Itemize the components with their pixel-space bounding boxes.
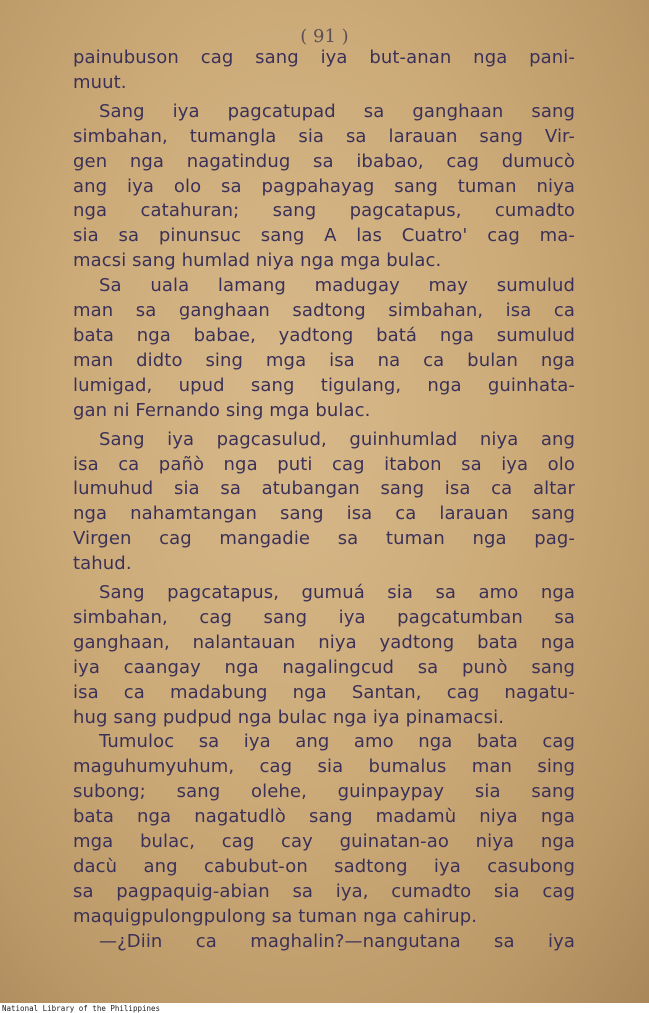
text-line: subong; sang olehe, guinpaypay sia sang	[73, 781, 575, 803]
paragraph	[73, 274, 575, 423]
text-line: hug sang pudpud nga bulac nga iya pinamacsi.	[73, 706, 505, 728]
text-line: man didto sing mga isa na ca bulan nga	[73, 349, 575, 371]
text-line: Sang pagcatapus, gumuá sia sa amo nga	[99, 582, 575, 604]
text-line: Sang iya pagcatupad sa ganghaan sang	[99, 100, 575, 122]
text-line: lumigad, upud sang tigulang, nga guinhata-	[73, 374, 575, 396]
text-line: lumuhud sia sa atubangan sang isa ca altar	[73, 478, 575, 500]
paragraph	[73, 46, 575, 96]
text-line: maquigpulongpulong sa tuman nga cahirup.	[73, 905, 478, 927]
text-line: simbahan, tumangla sia sa larauan sang Vir-	[73, 125, 575, 147]
text-line: Sang iya pagcasulud, guinhumlad niya ang	[99, 428, 575, 450]
text-line: Sa uala lamang madugay may sumulud	[99, 275, 575, 297]
text-line: gan ni Fernando sing mga bulac.	[73, 399, 371, 421]
paragraph	[73, 930, 575, 955]
text-line: man sa ganghaan sadtong simbahan, isa ca	[73, 300, 575, 322]
text-line: isa ca madabung nga Santan, cag nagatu-	[73, 681, 575, 703]
text-line: sa pagpaquig-abian sa iya, cumadto sia cag	[73, 880, 575, 902]
text-line: ganghaan, nalantauan niya yadtong bata nga	[73, 631, 575, 653]
text-line: bata nga babae, yadtong batá nga sumulud	[73, 324, 575, 346]
text-line: isa ca pañò nga puti cag itabon sa iya olo	[73, 453, 575, 475]
page-number: ( 91 )	[300, 26, 349, 47]
text-line: gen nga nagatindug sa ibabao, cag dumucò	[73, 150, 575, 172]
text-line: muut.	[73, 71, 127, 93]
text-line: painubuson cag sang iya but-anan nga pani-	[73, 47, 575, 68]
paragraph	[73, 730, 575, 929]
text-line: macsi sang humlad niya nga mga bulac.	[73, 250, 442, 272]
text-line: Virgen cag mangadie sa tuman nga pag-	[73, 528, 575, 550]
text-line: nga catahuran; sang pagcatapus, cumadto	[73, 200, 575, 222]
text-line: mga bulac, cag cay guinatan-ao niya nga	[73, 831, 575, 853]
library-credit: National Library of the Philippines	[2, 1004, 161, 1013]
text-line: sia sa pinunsuc sang A las Cuatro' cag ma-	[73, 225, 575, 247]
paragraph	[73, 581, 575, 730]
text-line: bata nga nagatudlò sang madamù niya nga	[73, 806, 575, 828]
text-line: dacù ang cabubut-on sadtong iya casubong	[73, 856, 575, 877]
page-text	[73, 46, 575, 955]
text-line: nga nahamtangan sang isa ca larauan sang	[73, 503, 575, 525]
text-line: iya caangay nga nagalingcud sa punò sang	[73, 656, 575, 678]
paragraph	[73, 428, 575, 577]
text-line: maguhumyuhum, cag sia bumalus man sing	[73, 756, 575, 778]
text-line: simbahan, cag sang iya pagcatumban sa	[73, 606, 575, 628]
text-line: —¿Diin ca maghalin?—nangutana sa iya	[99, 930, 575, 952]
paragraph	[73, 100, 575, 274]
text-line: tahud.	[73, 553, 132, 575]
text-line: Tumuloc sa iya ang amo nga bata cag	[99, 731, 575, 753]
text-line: ang iya olo sa pagpahayag sang tuman niya	[73, 175, 575, 197]
